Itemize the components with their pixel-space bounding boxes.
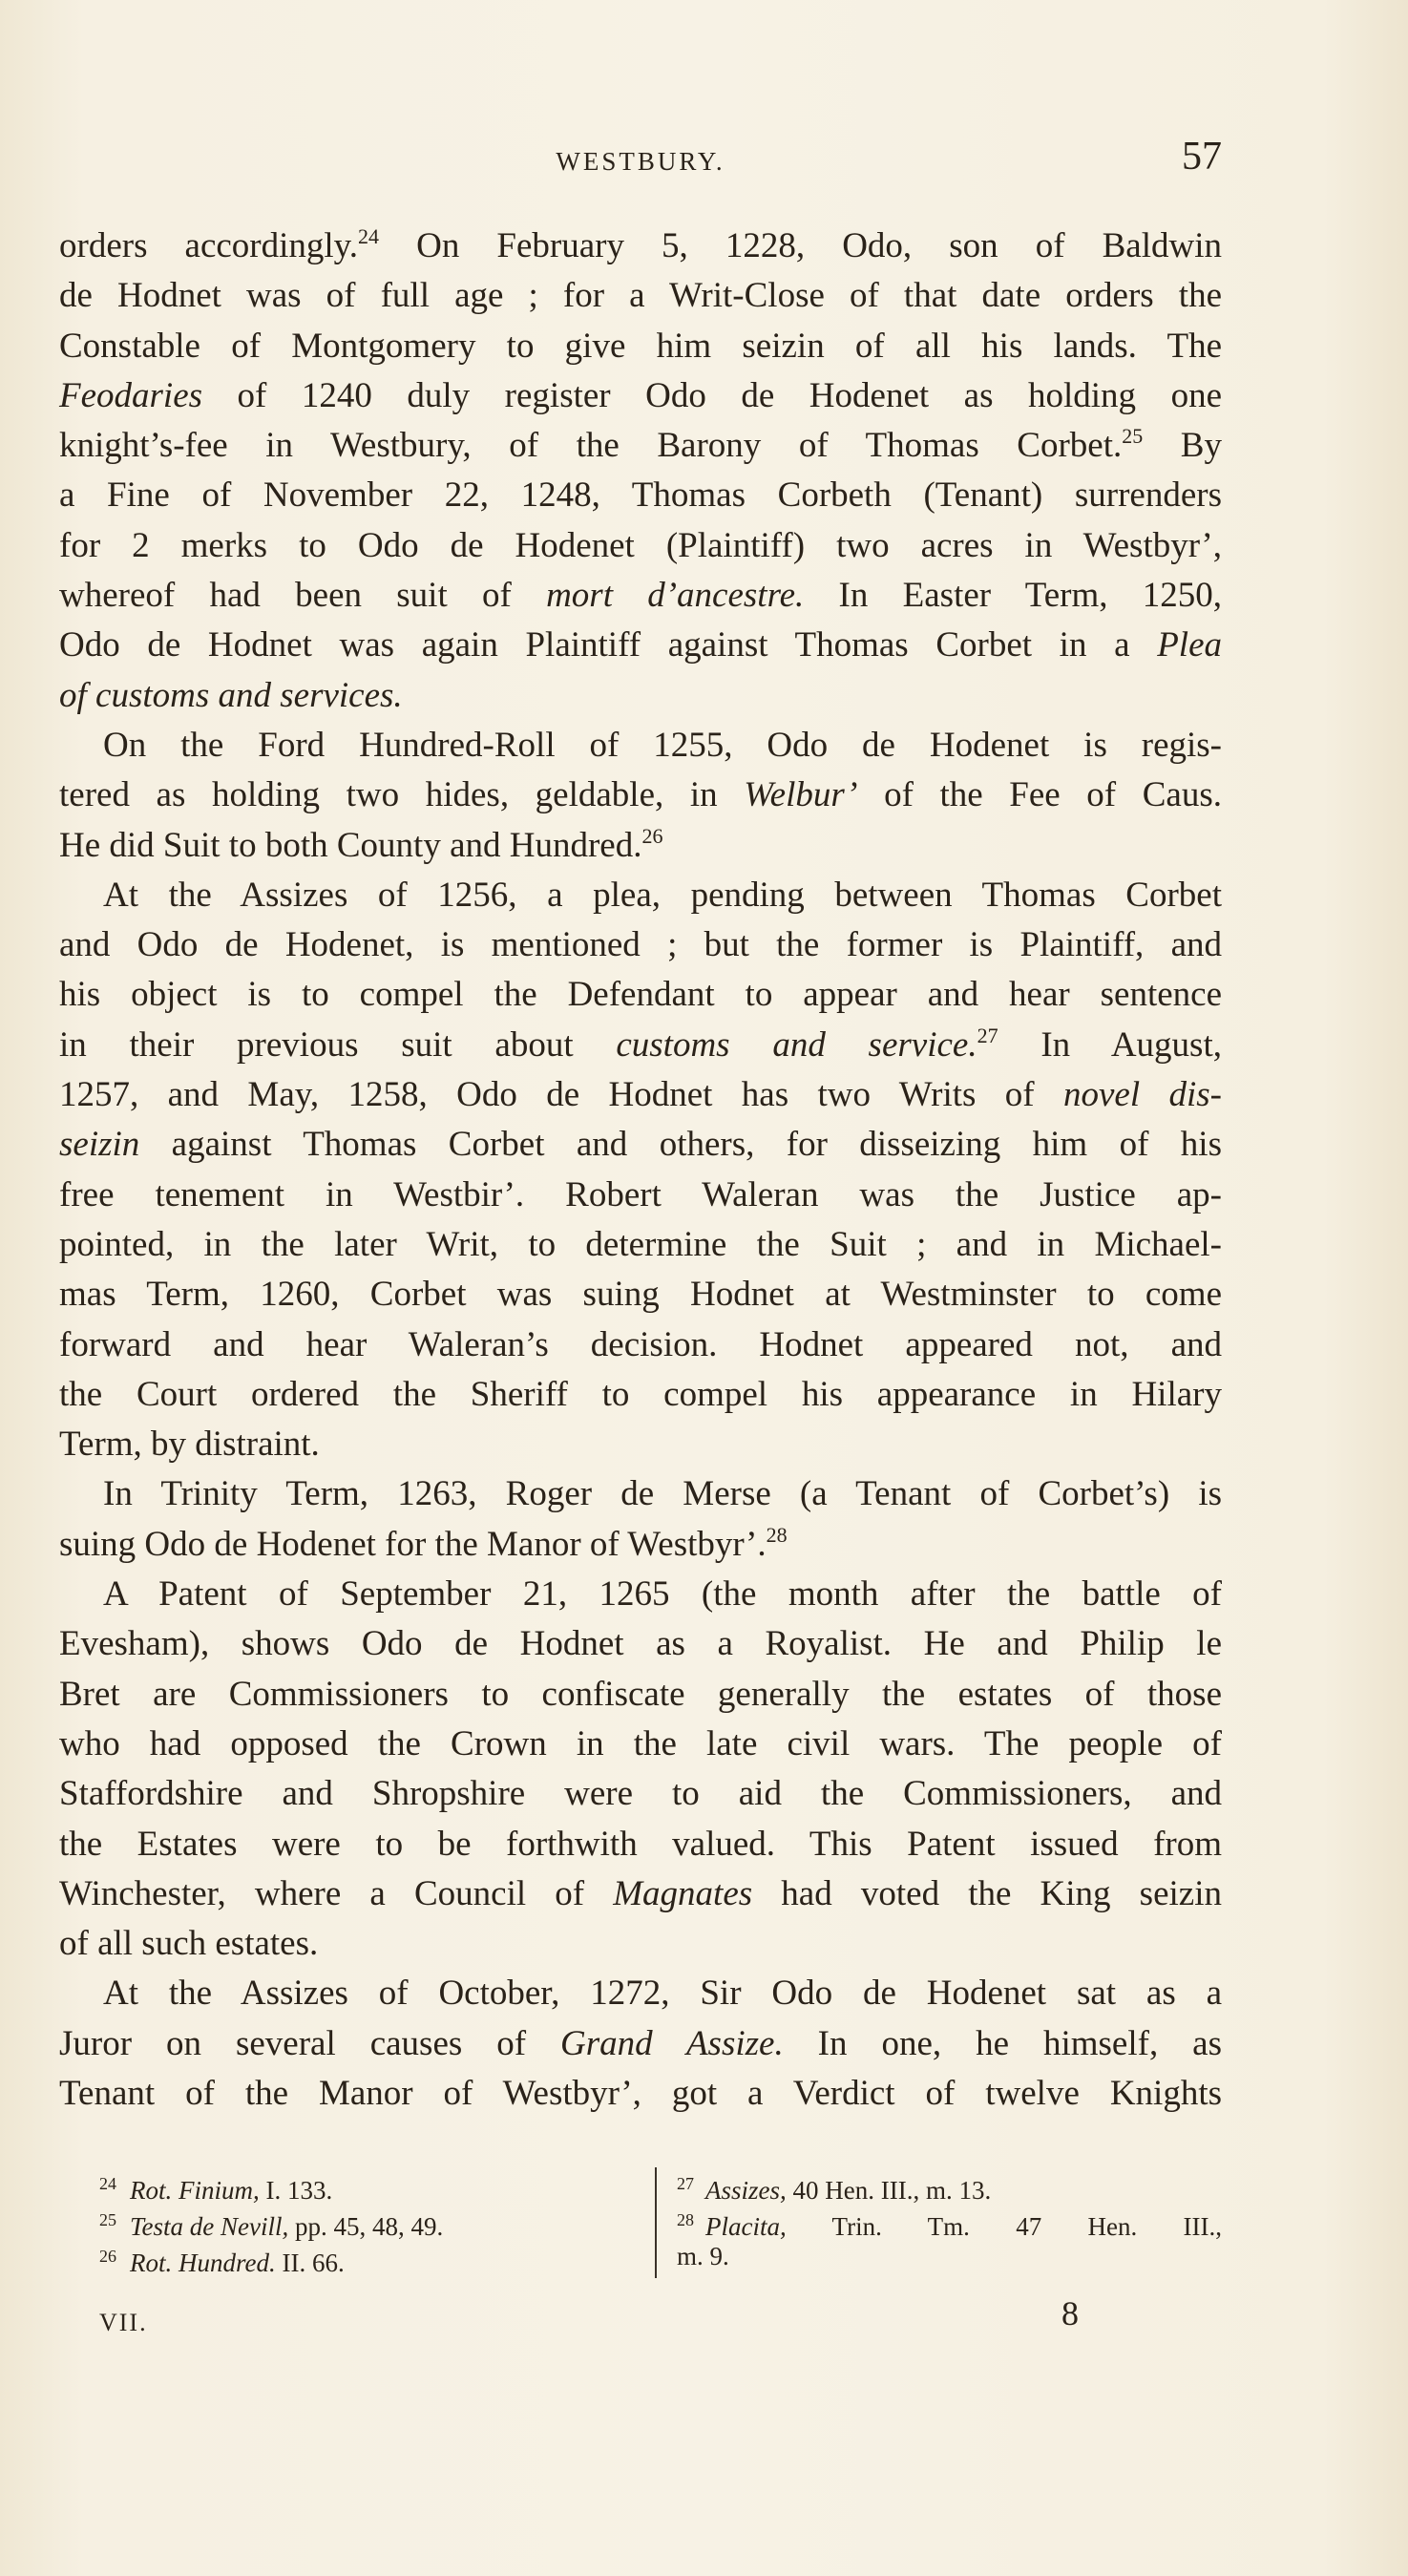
text-run: Bret are Commissioners to confiscate generally the estates of those — [59, 1674, 1222, 1714]
body-text — [59, 222, 1222, 2119]
text-line — [59, 322, 1222, 371]
text-run: In August, — [998, 1024, 1222, 1065]
footnote — [677, 2165, 1222, 2205]
text-run: and Odo de Hodenet, is mentioned ; but the former is Plaintiff, and — [59, 925, 1222, 965]
text-run: On February 5, 1228, Odo, son of Baldwin — [379, 226, 1223, 265]
text-line — [59, 1220, 1222, 1270]
italic-text: Placita, — [705, 2212, 787, 2241]
text-line — [59, 721, 1222, 771]
text-line — [59, 920, 1222, 970]
footnote-number: 28 — [677, 2210, 694, 2229]
text-run: free tenement in Westbir’. Robert Waleran was the Justice ap- — [59, 1174, 1222, 1214]
text-run: pp. 45, 48, 49. — [288, 2212, 444, 2241]
text-run: against Thomas Corbet and others, for disseizing him of his — [139, 1125, 1222, 1165]
text-line — [59, 1869, 1222, 1919]
italic-text: Assizes, — [705, 2176, 787, 2205]
text-run: On the Ford Hundred-Roll of 1255, Odo de Hodenet is regis- — [103, 725, 1222, 765]
text-line — [59, 1420, 1222, 1469]
italic-text: Rot. Hundred. — [130, 2249, 276, 2277]
text-line — [59, 2019, 1222, 2069]
text-line — [59, 671, 1222, 721]
text-line — [59, 1769, 1222, 1819]
text-line — [59, 222, 1222, 271]
text-run: Evesham), shows Odo de Hodnet as a Royalist. He and Philip le — [59, 1624, 1222, 1664]
signature-mark: VII. — [99, 2309, 148, 2336]
text-line — [59, 1070, 1222, 1120]
text-run: of all such estates. — [59, 1924, 319, 1964]
text-run: mas Term, 1260, Corbet was suing Hodnet at Westminster to come — [59, 1275, 1222, 1315]
footnote — [677, 2202, 1222, 2241]
text-run: m. 9. — [677, 2242, 729, 2270]
text-run: his object is to compel the Defendant to appear and hear sentence — [59, 975, 1222, 1015]
footnote-number: 27 — [677, 2174, 694, 2193]
text-line — [59, 421, 1222, 471]
text-line — [59, 2069, 1222, 2119]
text-run: In Easter Term, 1250, — [804, 576, 1222, 616]
text-line — [59, 1670, 1222, 1720]
text-run: of 1240 duly register Odo de Hodenet as holding one — [202, 375, 1222, 415]
footnote-ref: 24 — [358, 224, 380, 248]
footnote-ref: 26 — [641, 823, 663, 848]
text-line — [59, 1469, 1222, 1519]
text-line — [59, 471, 1222, 520]
text-run: the Estates were to be forthwith valued. This Patent issued from — [59, 1824, 1222, 1864]
footnote-number: 24 — [99, 2174, 116, 2193]
text-run: He did Suit to both County and Hundred. — [59, 825, 642, 865]
running-head: WESTBURY. — [556, 147, 725, 176]
text-run: I. 133. — [259, 2176, 333, 2205]
footnote-column-divider — [655, 2167, 657, 2278]
italic-text: mort d’ancestre. — [546, 576, 805, 616]
text-run: At the Assizes of 1256, a plea, pending between Thomas Corbet — [103, 875, 1222, 915]
text-line — [59, 371, 1222, 421]
italic-text: Testa de Nevill, — [130, 2212, 289, 2241]
footnote-ref: 27 — [977, 1023, 998, 1047]
text-run: de Hodnet was of full age ; for a Writ-Close of that date orders the — [59, 276, 1222, 316]
text-line — [59, 1171, 1222, 1220]
italic-text: customs and service. — [616, 1024, 977, 1065]
text-line — [59, 621, 1222, 670]
text-line — [59, 271, 1222, 321]
text-run: Trin. Tm. 47 Hen. III., — [786, 2212, 1222, 2241]
footnote-number: 26 — [99, 2247, 116, 2266]
footnote-ref: 25 — [1122, 424, 1144, 449]
text-line — [59, 821, 1222, 871]
text-line — [59, 970, 1222, 1020]
text-run: Term, by distraint. — [59, 1425, 320, 1465]
text-line — [59, 1820, 1222, 1869]
text-run: Juror on several causes of — [59, 2023, 561, 2063]
footnotes-left-column — [99, 2165, 634, 2277]
italic-text: of customs and services. — [59, 675, 403, 715]
text-run: 40 Hen. III., m. 13. — [786, 2176, 992, 2205]
text-run: Tenant of the Manor of Westbyr’, got a Verdict of twelve Knights — [59, 2073, 1222, 2113]
text-run: A Patent of September 21, 1265 (the month after the battle of — [103, 1574, 1222, 1615]
text-line — [59, 1320, 1222, 1370]
text-run: whereof had been suit of — [59, 576, 547, 616]
page-header — [59, 134, 1222, 191]
text-run: a Fine of November 22, 1248, Thomas Corbeth (Tenant) surrenders — [59, 475, 1222, 516]
text-run: the Court ordered the Sheriff to compel his appearance in Hilary — [59, 1374, 1222, 1414]
text-line — [59, 521, 1222, 571]
text-run: Staffordshire and Shropshire were to aid the Commissioners, and — [59, 1774, 1222, 1814]
italic-text: Feodaries — [59, 375, 203, 415]
footnote — [99, 2202, 634, 2241]
italic-text: novel dis- — [1063, 1075, 1223, 1115]
sheet-number: 8 — [1061, 2294, 1079, 2333]
italic-text: Rot. Finium, — [130, 2176, 260, 2205]
footnote — [677, 2238, 1222, 2274]
text-run: Constable of Montgomery to give him seizin of all his lands. The — [59, 326, 1222, 366]
text-line — [59, 1370, 1222, 1420]
text-run: pointed, in the later Writ, to determine the Suit ; and in Michael- — [59, 1224, 1222, 1264]
footnote-number: 25 — [99, 2210, 116, 2229]
italic-text: seizin — [59, 1125, 140, 1165]
text-line — [59, 771, 1222, 820]
italic-text: Welbur’ — [744, 775, 858, 815]
italic-text: Plea — [1157, 625, 1222, 665]
text-run: II. 66. — [275, 2249, 345, 2277]
text-line — [59, 1520, 1222, 1570]
text-run: tered as holding two hides, geldable, in — [59, 775, 745, 815]
text-line — [59, 1120, 1222, 1170]
footnote-ref: 28 — [766, 1522, 788, 1547]
text-line — [59, 1619, 1222, 1669]
text-run: of the Fee of Caus. — [857, 775, 1222, 815]
text-run: In one, he himself, as — [783, 2023, 1222, 2063]
text-line — [59, 1919, 1222, 1969]
text-line — [59, 571, 1222, 621]
text-line — [59, 871, 1222, 920]
text-run: suing Odo de Hodenet for the Manor of Westbyr’. — [59, 1524, 767, 1564]
text-line — [59, 1720, 1222, 1769]
text-run: who had opposed the Crown in the late civil wars. The people of — [59, 1723, 1222, 1763]
page-number: 57 — [1182, 135, 1222, 179]
text-line — [59, 1969, 1222, 2018]
text-run: for 2 merks to Odo de Hodenet (Plaintiff) two acres in Westbyr’, — [59, 525, 1222, 565]
italic-text: Grand Assize. — [560, 2023, 784, 2063]
text-run: By — [1143, 426, 1222, 466]
text-run: In Trinity Term, 1263, Roger de Merse (a Tenant of Corbet’s) is — [103, 1474, 1222, 1514]
text-run: forward and hear Waleran’s decision. Hodnet appeared not, and — [59, 1324, 1222, 1364]
text-run: Winchester, where a Council of — [59, 1873, 614, 1913]
footnotes-right-column — [677, 2165, 1222, 2274]
text-run: orders accordingly. — [59, 226, 359, 265]
text-run: 1257, and May, 1258, Odo de Hodnet has two Writs of — [59, 1075, 1063, 1115]
footnote — [99, 2165, 634, 2205]
text-run: knight’s-fee in Westbury, of the Barony of Thomas Corbet. — [59, 426, 1123, 466]
text-run: At the Assizes of October, 1272, Sir Odo de Hodenet sat as a — [103, 1974, 1222, 2014]
italic-text: Magnates — [613, 1873, 753, 1913]
text-run: had voted the King seizin — [752, 1873, 1222, 1913]
text-run: Odo de Hodnet was again Plaintiff against Thomas Corbet in a — [59, 625, 1158, 665]
footnote — [99, 2238, 634, 2277]
text-line — [59, 1270, 1222, 1320]
footnotes — [99, 2165, 1222, 2299]
text-line — [59, 1570, 1222, 1619]
text-line — [59, 1021, 1222, 1070]
text-run: in their previous suit about — [59, 1024, 617, 1065]
